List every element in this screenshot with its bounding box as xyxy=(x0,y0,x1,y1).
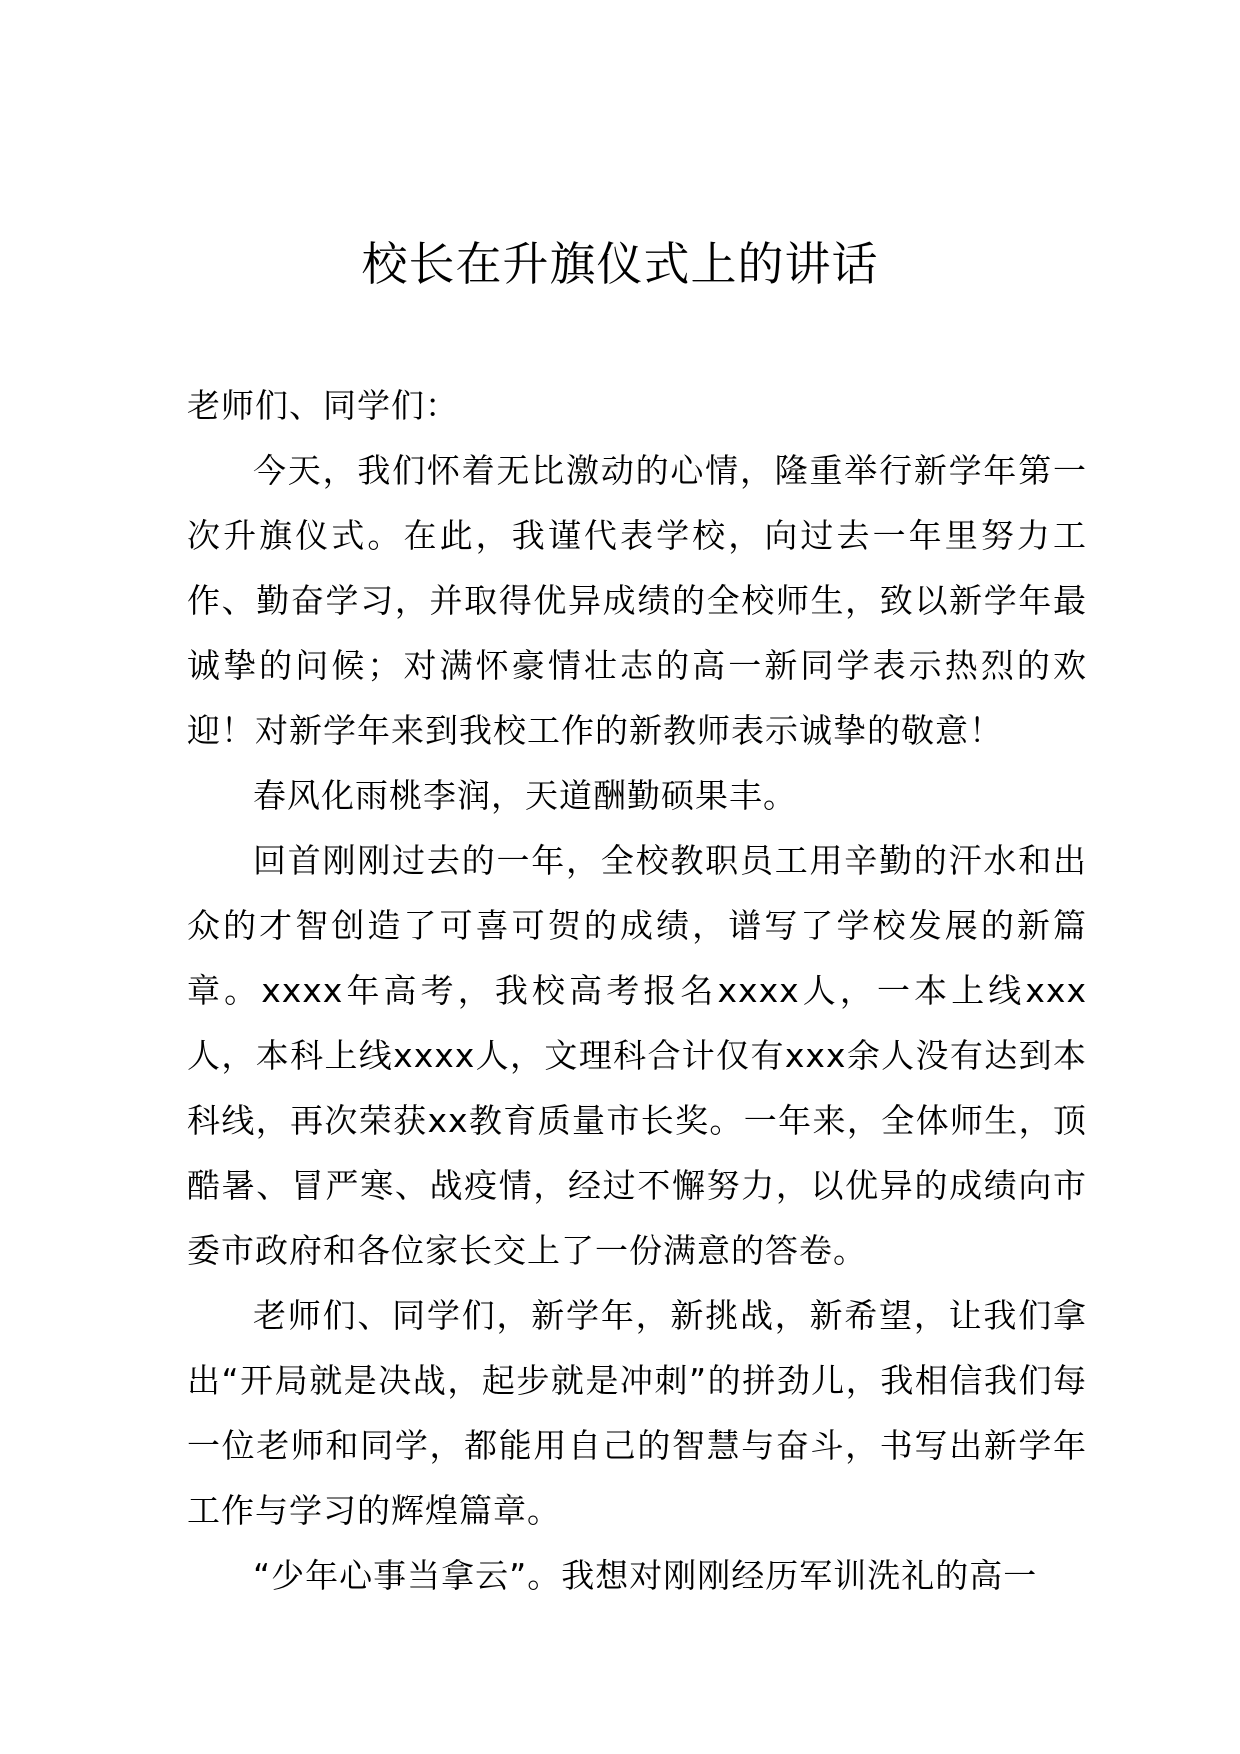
document-title: 校长在升旗仪式上的讲话 xyxy=(361,237,879,291)
paragraph-welcome: 今天，我们怀着无比激动的心情，隆重举行新学年第一次升旗仪式。在此，我谨代表学校，向过去一年里努力工作、勤奋学习，并取得优异成绩的全校师生，致以新学年最诚挚的问候；对满怀豪情壮志的高一新同学表示热烈的欢迎！对新学年来到我校工作的新教师表示诚挚的敬意！ xyxy=(187,451,1087,750)
paragraph-couplet: 春风化雨桃李润，天道酬勤硕果丰。 xyxy=(253,776,797,815)
paragraph-message-freshmen: “少年心事当拿云”。我想对刚刚经历军训洗礼的高一 xyxy=(253,1556,1038,1595)
document-body xyxy=(187,373,1087,1608)
salutation: 老师们、同学们： xyxy=(187,386,459,425)
paragraph-review: 回首刚刚过去的一年，全校教职员工用辛勤的汗水和出众的才智创造了可喜可贺的成绩，谱写了学校发展的新篇章。xxxx年高考，我校高考报名xxxx人，一本上线xxx人，本科上线xxxx人，文理科合计仅有xxx余人没有达到本科线，再次荣获xx教育质量市长奖。一年来，全体师生，顶酷暑、冒严寒、战疫情，经过不懈努力，以优异的成绩向市委市政府和各位家长交上了一份满意的答卷。 xyxy=(187,841,1087,1270)
paragraph-encouragement: 老师们、同学们，新学年，新挑战，新希望，让我们拿出“开局就是决战，起步就是冲刺”的拼劲儿，我相信我们每一位老师和同学，都能用自己的智慧与奋斗，书写出新学年工作与学习的辉煌篇章。 xyxy=(187,1296,1087,1530)
